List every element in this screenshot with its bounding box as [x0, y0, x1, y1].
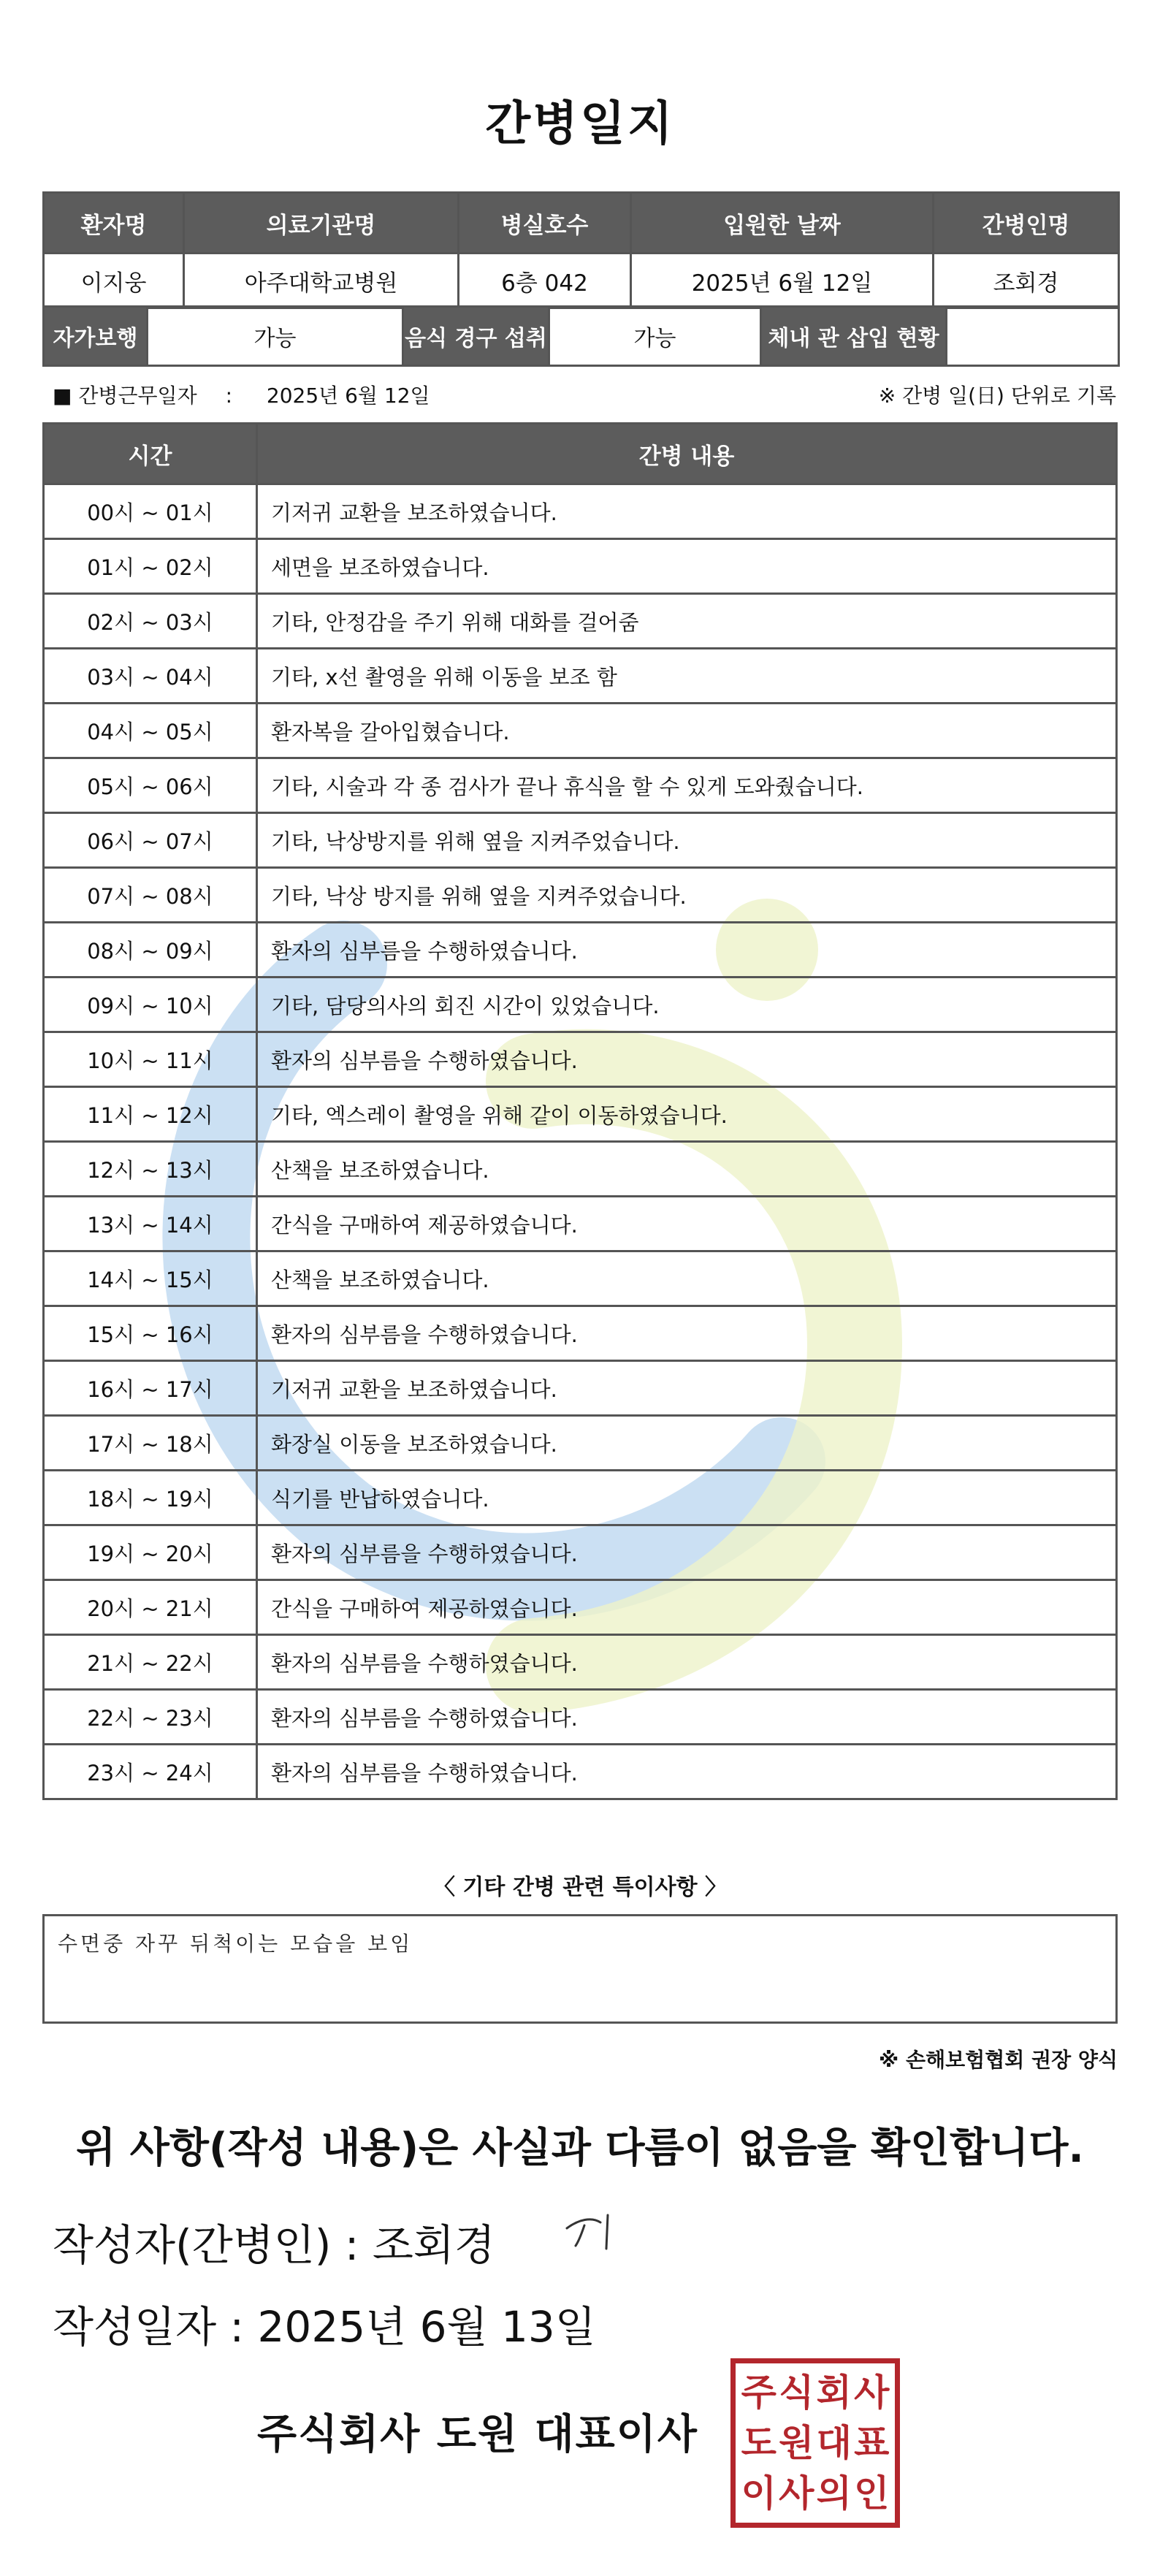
company-seal [730, 2358, 900, 2528]
log-content: 기타, 엑스레이 촬영을 위해 같이 이동하였습니다. [257, 1087, 1117, 1142]
oral-intake-label: 음식 경구 섭취 [403, 307, 549, 366]
patient-info-table [42, 191, 1120, 309]
seal-char: 표 [854, 2421, 890, 2464]
log-row [44, 649, 1117, 704]
log-content: 기타, x선 촬영을 위해 이동을 보조 함 [257, 649, 1117, 704]
log-row [44, 1197, 1117, 1251]
log-content: 기타, 담당의사의 회진 시간이 있었습니다. [257, 978, 1117, 1032]
log-content: 기저귀 교환을 보조하였습니다. [257, 484, 1117, 539]
log-time: 00시 ~ 01시 [44, 484, 257, 539]
log-time: 22시 ~ 23시 [44, 1690, 257, 1745]
log-row [44, 1251, 1117, 1306]
seal-char: 의 [816, 2472, 852, 2515]
log-content: 환자의 심부름을 수행하였습니다. [257, 1690, 1117, 1745]
seal-char: 원 [779, 2421, 814, 2464]
writer-line: 작성자(간병인) : 조회경 [53, 2220, 495, 2270]
log-row [44, 1361, 1117, 1416]
header-room: 병실호수 [459, 193, 631, 254]
log-content: 화장실 이동을 보조하였습니다. [257, 1416, 1117, 1471]
log-content: 기타, 낙상 방지를 위해 옆을 지켜주었습니다. [257, 868, 1117, 923]
seal-char: 식 [779, 2371, 814, 2415]
log-time: 23시 ~ 24시 [44, 1745, 257, 1799]
log-time: 07시 ~ 08시 [44, 868, 257, 923]
log-row [44, 1580, 1117, 1635]
hospital-value: 아주대학교병원 [184, 254, 459, 308]
caregiver-value: 조회경 [934, 254, 1119, 308]
log-row [44, 758, 1117, 813]
header-content: 간병 내용 [257, 424, 1117, 484]
log-row [44, 868, 1117, 923]
log-content: 환자의 심부름을 수행하였습니다. [257, 1745, 1117, 1799]
work-date-value: 2025년 6월 12일 [266, 384, 430, 408]
log-row [44, 1416, 1117, 1471]
log-row [44, 1471, 1117, 1525]
notes-title: 〈 기타 간병 관련 특이사항 〉 [432, 1875, 728, 1900]
log-content: 식기를 반납하였습니다. [257, 1471, 1117, 1525]
log-row [44, 813, 1117, 868]
notes-text: 수면중 자꾸 뒤척이는 모습을 보임 [58, 1932, 413, 1956]
log-time: 06시 ~ 07시 [44, 813, 257, 868]
log-time: 21시 ~ 22시 [44, 1635, 257, 1690]
log-time: 20시 ~ 21시 [44, 1580, 257, 1635]
log-time: 12시 ~ 13시 [44, 1142, 257, 1197]
capability-table [42, 305, 1120, 367]
notes-box [42, 1914, 1118, 2024]
log-time: 15시 ~ 16시 [44, 1306, 257, 1361]
log-content: 환자의 심부름을 수행하였습니다. [257, 1306, 1117, 1361]
company-name: 주식회사 도원 대표이사 [257, 2411, 698, 2458]
self-walk-value: 가능 [148, 307, 403, 366]
log-time: 19시 ~ 20시 [44, 1525, 257, 1580]
log-time: 02시 ~ 03시 [44, 594, 257, 649]
log-row [44, 1306, 1117, 1361]
log-row [44, 1087, 1117, 1142]
log-content: 환자의 심부름을 수행하였습니다. [257, 923, 1117, 978]
log-row [44, 923, 1117, 978]
written-date-line: 작성일자 : 2025년 6월 13일 [53, 2302, 596, 2352]
log-row [44, 539, 1117, 594]
signature [562, 2212, 621, 2256]
header-caregiver: 간병인명 [934, 193, 1119, 254]
log-content: 환자의 심부름을 수행하였습니다. [257, 1525, 1117, 1580]
log-row [44, 1745, 1117, 1799]
log-time: 08시 ~ 09시 [44, 923, 257, 978]
log-time: 05시 ~ 06시 [44, 758, 257, 813]
log-row [44, 1525, 1117, 1580]
log-time: 16시 ~ 17시 [44, 1361, 257, 1416]
log-time: 10시 ~ 11시 [44, 1032, 257, 1087]
log-row [44, 1142, 1117, 1197]
log-content: 환자의 심부름을 수행하였습니다. [257, 1032, 1117, 1087]
recommend-note: ※ 손해보험협회 권장 양식 [879, 2048, 1118, 2072]
log-time: 04시 ~ 05시 [44, 704, 257, 758]
tube-value [947, 307, 1119, 366]
log-content: 기타, 안정감을 주기 위해 대화를 걸어줌 [257, 594, 1117, 649]
log-time: 18시 ~ 19시 [44, 1471, 257, 1525]
log-content: 간식을 구매하여 제공하였습니다. [257, 1197, 1117, 1251]
log-row [44, 1635, 1117, 1690]
seal-char: 사 [779, 2472, 814, 2515]
log-time: 14시 ~ 15시 [44, 1251, 257, 1306]
seal-char: 인 [854, 2472, 890, 2515]
confirm-statement: 위 사항(작성 내용)은 사실과 다름이 없음을 확인합니다. [76, 2125, 1084, 2172]
log-content: 산책을 보조하였습니다. [257, 1142, 1117, 1197]
room-value: 6층 042 [459, 254, 631, 308]
tube-label: 체내 관 삽입 현황 [761, 307, 947, 366]
log-time: 01시 ~ 02시 [44, 539, 257, 594]
log-time: 17시 ~ 18시 [44, 1416, 257, 1471]
seal-char: 대 [816, 2421, 852, 2464]
unit-note: ※ 간병 일(日) 단위로 기록 [878, 384, 1116, 408]
admission-date-value: 2025년 6월 12일 [631, 254, 934, 308]
log-content: 환자복을 갈아입혔습니다. [257, 704, 1117, 758]
work-date-row [53, 380, 1116, 416]
work-date-label: ■ 간병근무일자 [53, 384, 197, 408]
header-time: 시간 [44, 424, 257, 484]
log-row [44, 704, 1117, 758]
log-content: 산책을 보조하였습니다. [257, 1251, 1117, 1306]
log-row [44, 1690, 1117, 1745]
care-log-table [42, 422, 1118, 1800]
log-content: 간식을 구매하여 제공하였습니다. [257, 1580, 1117, 1635]
log-time: 13시 ~ 14시 [44, 1197, 257, 1251]
header-patient-name: 환자명 [44, 193, 184, 254]
seal-char: 도 [741, 2421, 776, 2464]
self-walk-label: 자가보행 [44, 307, 148, 366]
log-row [44, 484, 1117, 539]
log-time: 09시 ~ 10시 [44, 978, 257, 1032]
log-row [44, 594, 1117, 649]
log-content: 기타, 시술과 각 종 검사가 끝나 휴식을 할 수 있게 도와줬습니다. [257, 758, 1117, 813]
log-content: 환자의 심부름을 수행하였습니다. [257, 1635, 1117, 1690]
work-date-separator: : [225, 384, 232, 408]
log-row [44, 1032, 1117, 1087]
patient-name-value: 이지웅 [44, 254, 184, 308]
log-content: 기타, 낙상방지를 위해 옆을 지켜주었습니다. [257, 813, 1117, 868]
log-time: 11시 ~ 12시 [44, 1087, 257, 1142]
header-admission-date: 입원한 날짜 [631, 193, 934, 254]
seal-char: 이 [741, 2472, 776, 2515]
log-content: 세면을 보조하였습니다. [257, 539, 1117, 594]
log-content: 기저귀 교환을 보조하였습니다. [257, 1361, 1117, 1416]
oral-intake-value: 가능 [549, 307, 761, 366]
seal-char: 주 [741, 2371, 776, 2415]
header-hospital: 의료기관명 [184, 193, 459, 254]
seal-char: 회 [816, 2371, 852, 2415]
log-time: 03시 ~ 04시 [44, 649, 257, 704]
log-row [44, 978, 1117, 1032]
seal-char: 사 [854, 2371, 890, 2415]
page-title: 간병일지 [485, 97, 675, 151]
